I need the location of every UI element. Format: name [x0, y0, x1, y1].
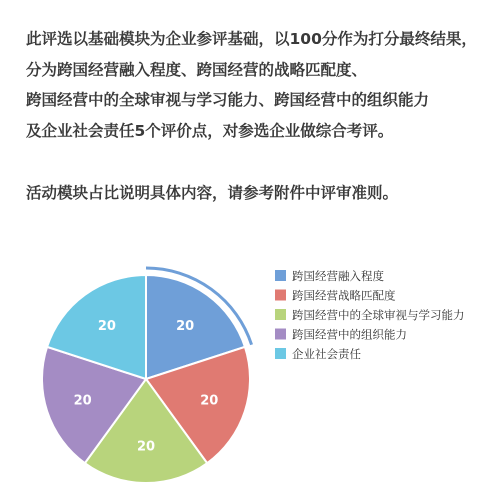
- legend-label-1: 跨国经营融入程度: [292, 269, 384, 283]
- pie-slice-label-2: 20: [200, 393, 219, 409]
- pie-chart: [0, 255, 502, 503]
- intro-line-3: 跨国经营中的全球审视与学习能力、跨国经营中的组织能力: [26, 91, 430, 109]
- note-paragraph: [26, 178, 496, 209]
- legend-swatch-4: [275, 329, 286, 340]
- pie-slice-label-1: 20: [176, 319, 195, 335]
- legend-label-2: 跨国经营战略匹配度: [292, 288, 396, 303]
- note-line: 活动模块占比说明具体内容，请参考附件中评审准则。: [26, 184, 399, 202]
- pie-slice-label-5: 20: [97, 319, 116, 335]
- legend-swatch-5: [275, 348, 286, 359]
- pie-slice-label-4: 20: [73, 393, 92, 409]
- legend-swatch-3: [275, 309, 286, 320]
- intro-paragraph: [26, 24, 496, 146]
- legend-label-4: 跨国经营中的组织能力: [292, 327, 407, 342]
- legend-label-5: 企业社会责任: [292, 347, 361, 361]
- legend-swatch-1: [275, 270, 286, 281]
- pie-slice-label-3: 20: [136, 439, 156, 455]
- intro-line-1: 此评选以基础模块为企业参评基础，以100分作为打分最终结果，: [26, 30, 477, 48]
- intro-line-4: 及企业社会责任5个评价点，对参选企业做综合考评。: [26, 121, 394, 140]
- legend-label-3: 跨国经营中的全球审视与学习能力: [292, 308, 465, 322]
- intro-line-2: 分为跨国经营融入程度、跨国经营的战略匹配度、: [26, 60, 368, 79]
- legend-swatch-2: [275, 290, 286, 301]
